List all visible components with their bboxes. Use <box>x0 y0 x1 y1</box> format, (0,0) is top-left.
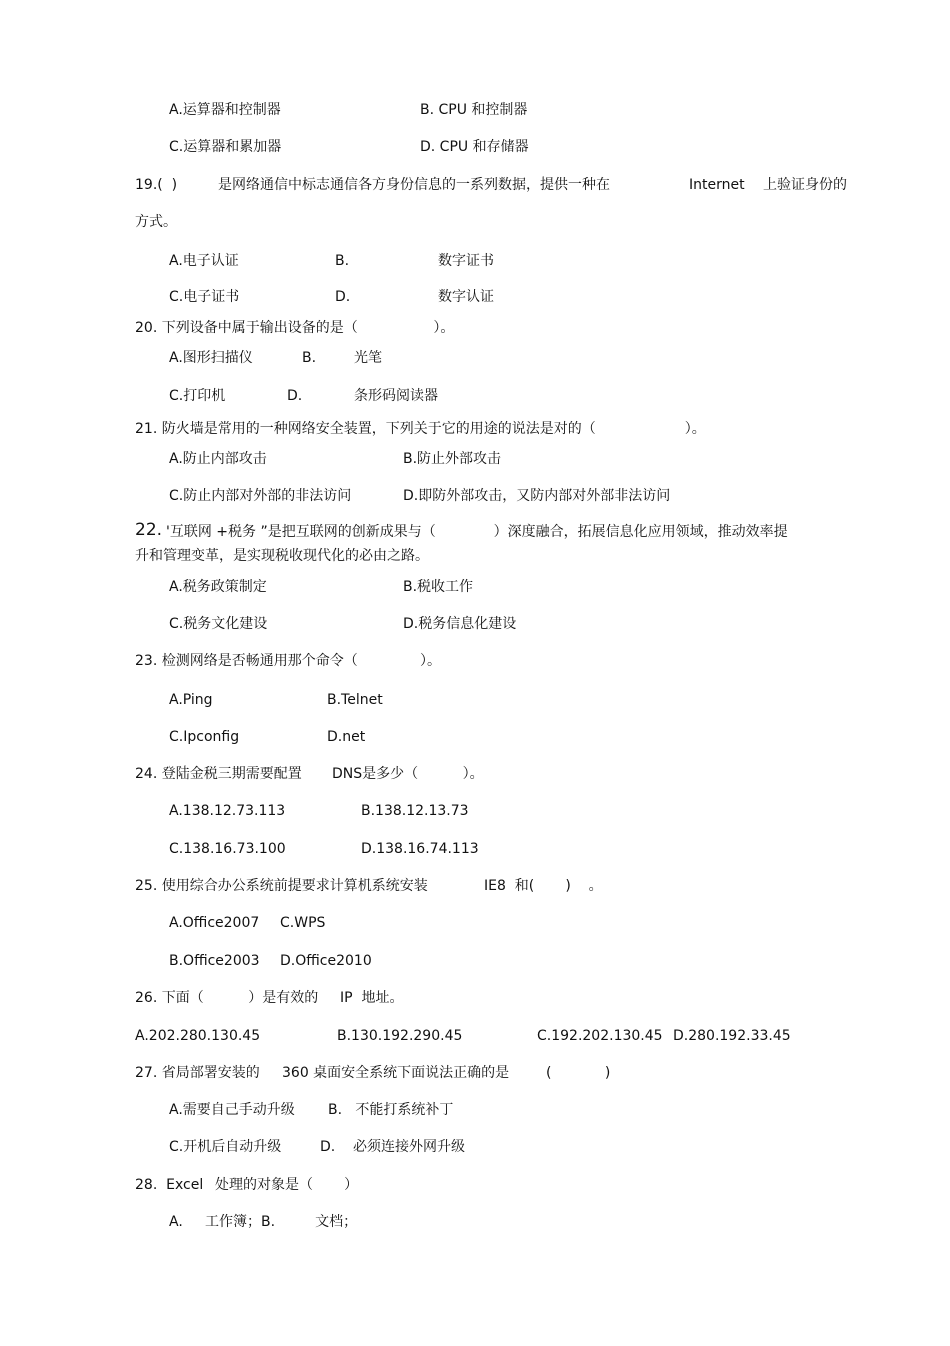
question-text: Internet <box>689 177 745 193</box>
question-text: '互联网 +税务 ”是把互联网的创新成果与（ ）深度融合，拓展信息化应用领域，推动效率提 <box>166 524 788 540</box>
option-text: A.图形扫描仪 <box>169 350 253 366</box>
option-text: B.130.192.290.45 <box>337 1028 463 1044</box>
option-text: A.运算器和控制器 <box>169 102 281 118</box>
option-text: C.运算器和累加器 <box>169 139 282 155</box>
question-text: 方式。 <box>135 214 177 230</box>
option-text: 数字证书 <box>438 253 494 269</box>
option-text: B.税收工作 <box>403 579 474 595</box>
option-text: B.Office2003 <box>169 953 260 969</box>
option-text: C.开机后自动升级 <box>169 1139 282 1155</box>
option-text: D.Office2010 <box>280 953 372 969</box>
option-text: B.138.12.13.73 <box>361 803 469 819</box>
option-text: A.Ping <box>169 692 213 708</box>
question-text: 28. Excel <box>135 1177 204 1193</box>
question-text: 27. 省局部署安装的 <box>135 1065 260 1081</box>
option-text: D.138.16.74.113 <box>361 841 479 857</box>
option-text: C.打印机 <box>169 388 226 404</box>
option-text: B. <box>302 350 317 366</box>
question-text: IP 地址。 <box>340 990 404 1006</box>
question-text: 360 桌面安全系统下面说法正确的是 <box>282 1065 510 1081</box>
option-text: D. CPU 和存储器 <box>420 139 529 155</box>
option-text: D.税务信息化建设 <box>403 616 517 632</box>
question-text: 升和管理变革，是实现税收现代化的必由之路。 <box>135 548 429 564</box>
option-text: B.Telnet <box>327 692 383 708</box>
option-text: A.138.12.73.113 <box>169 803 286 819</box>
question-text: 19.( ) <box>135 177 178 193</box>
question-text: 26. 下面（ ）是有效的 <box>135 990 319 1006</box>
question-text: DNS是多少（ ）。 <box>332 766 484 782</box>
option-text: C.192.202.130.45 <box>537 1028 663 1044</box>
question-text: 25. 使用综合办公系统前提要求计算机系统安装 <box>135 878 428 894</box>
option-text: 条形码阅读器 <box>354 388 438 404</box>
option-text: D. <box>335 289 351 305</box>
option-text: B.防止外部攻击 <box>403 451 502 467</box>
question-text: 处理的对象是（ ） <box>215 1177 359 1193</box>
question-text: 21. 防火墙是常用的一种网络安全装置，下列关于它的用途的说法是对的（ ）。 <box>135 421 706 437</box>
option-text: B. 不能打系统补丁 <box>328 1102 454 1118</box>
question-text: IE8 和( ) 。 <box>484 878 603 894</box>
option-text: A. 工作簿；B. 文档； <box>169 1214 358 1230</box>
question-text: 上验证身份的 <box>763 177 847 193</box>
option-text: B. CPU 和控制器 <box>420 102 528 118</box>
option-text: A.202.280.130.45 <box>135 1028 261 1044</box>
option-text: A.Office2007 <box>169 915 260 931</box>
question-text: 20. 下列设备中属于输出设备的是（ ）。 <box>135 320 455 336</box>
question-text: 23. 检测网络是否畅通用那个命令（ ）。 <box>135 653 442 669</box>
option-text: C.WPS <box>280 915 326 931</box>
option-text: C.防止内部对外部的非法访问 <box>169 488 352 504</box>
option-text: C.138.16.73.100 <box>169 841 286 857</box>
option-text: A.税务政策制定 <box>169 579 267 595</box>
option-text: D. 必须连接外网升级 <box>320 1139 466 1155</box>
option-text: A.防止内部攻击 <box>169 451 267 467</box>
option-text: C.电子证书 <box>169 289 240 305</box>
option-text: 光笔 <box>354 350 382 366</box>
option-text: D.即防外部攻击，又防内部对外部非法访问 <box>403 488 671 504</box>
option-text: A.需要自己手动升级 <box>169 1102 295 1118</box>
option-text: D. <box>287 388 303 404</box>
option-text: C.Ipconfig <box>169 729 240 745</box>
option-text: 数字认证 <box>438 289 494 305</box>
option-text: D.net <box>327 729 366 745</box>
question-text: ( ) <box>546 1065 611 1081</box>
option-text: D.280.192.33.45 <box>673 1028 791 1044</box>
option-text: A.电子认证 <box>169 253 239 269</box>
option-text: C.税务文化建设 <box>169 616 268 632</box>
option-text: B. <box>335 253 350 269</box>
question-number: 22. <box>135 520 163 540</box>
question-text: 是网络通信中标志通信各方身份信息的一系列数据，提供一种在 <box>218 177 610 193</box>
question-text: 24. 登陆金税三期需要配置 <box>135 766 302 782</box>
